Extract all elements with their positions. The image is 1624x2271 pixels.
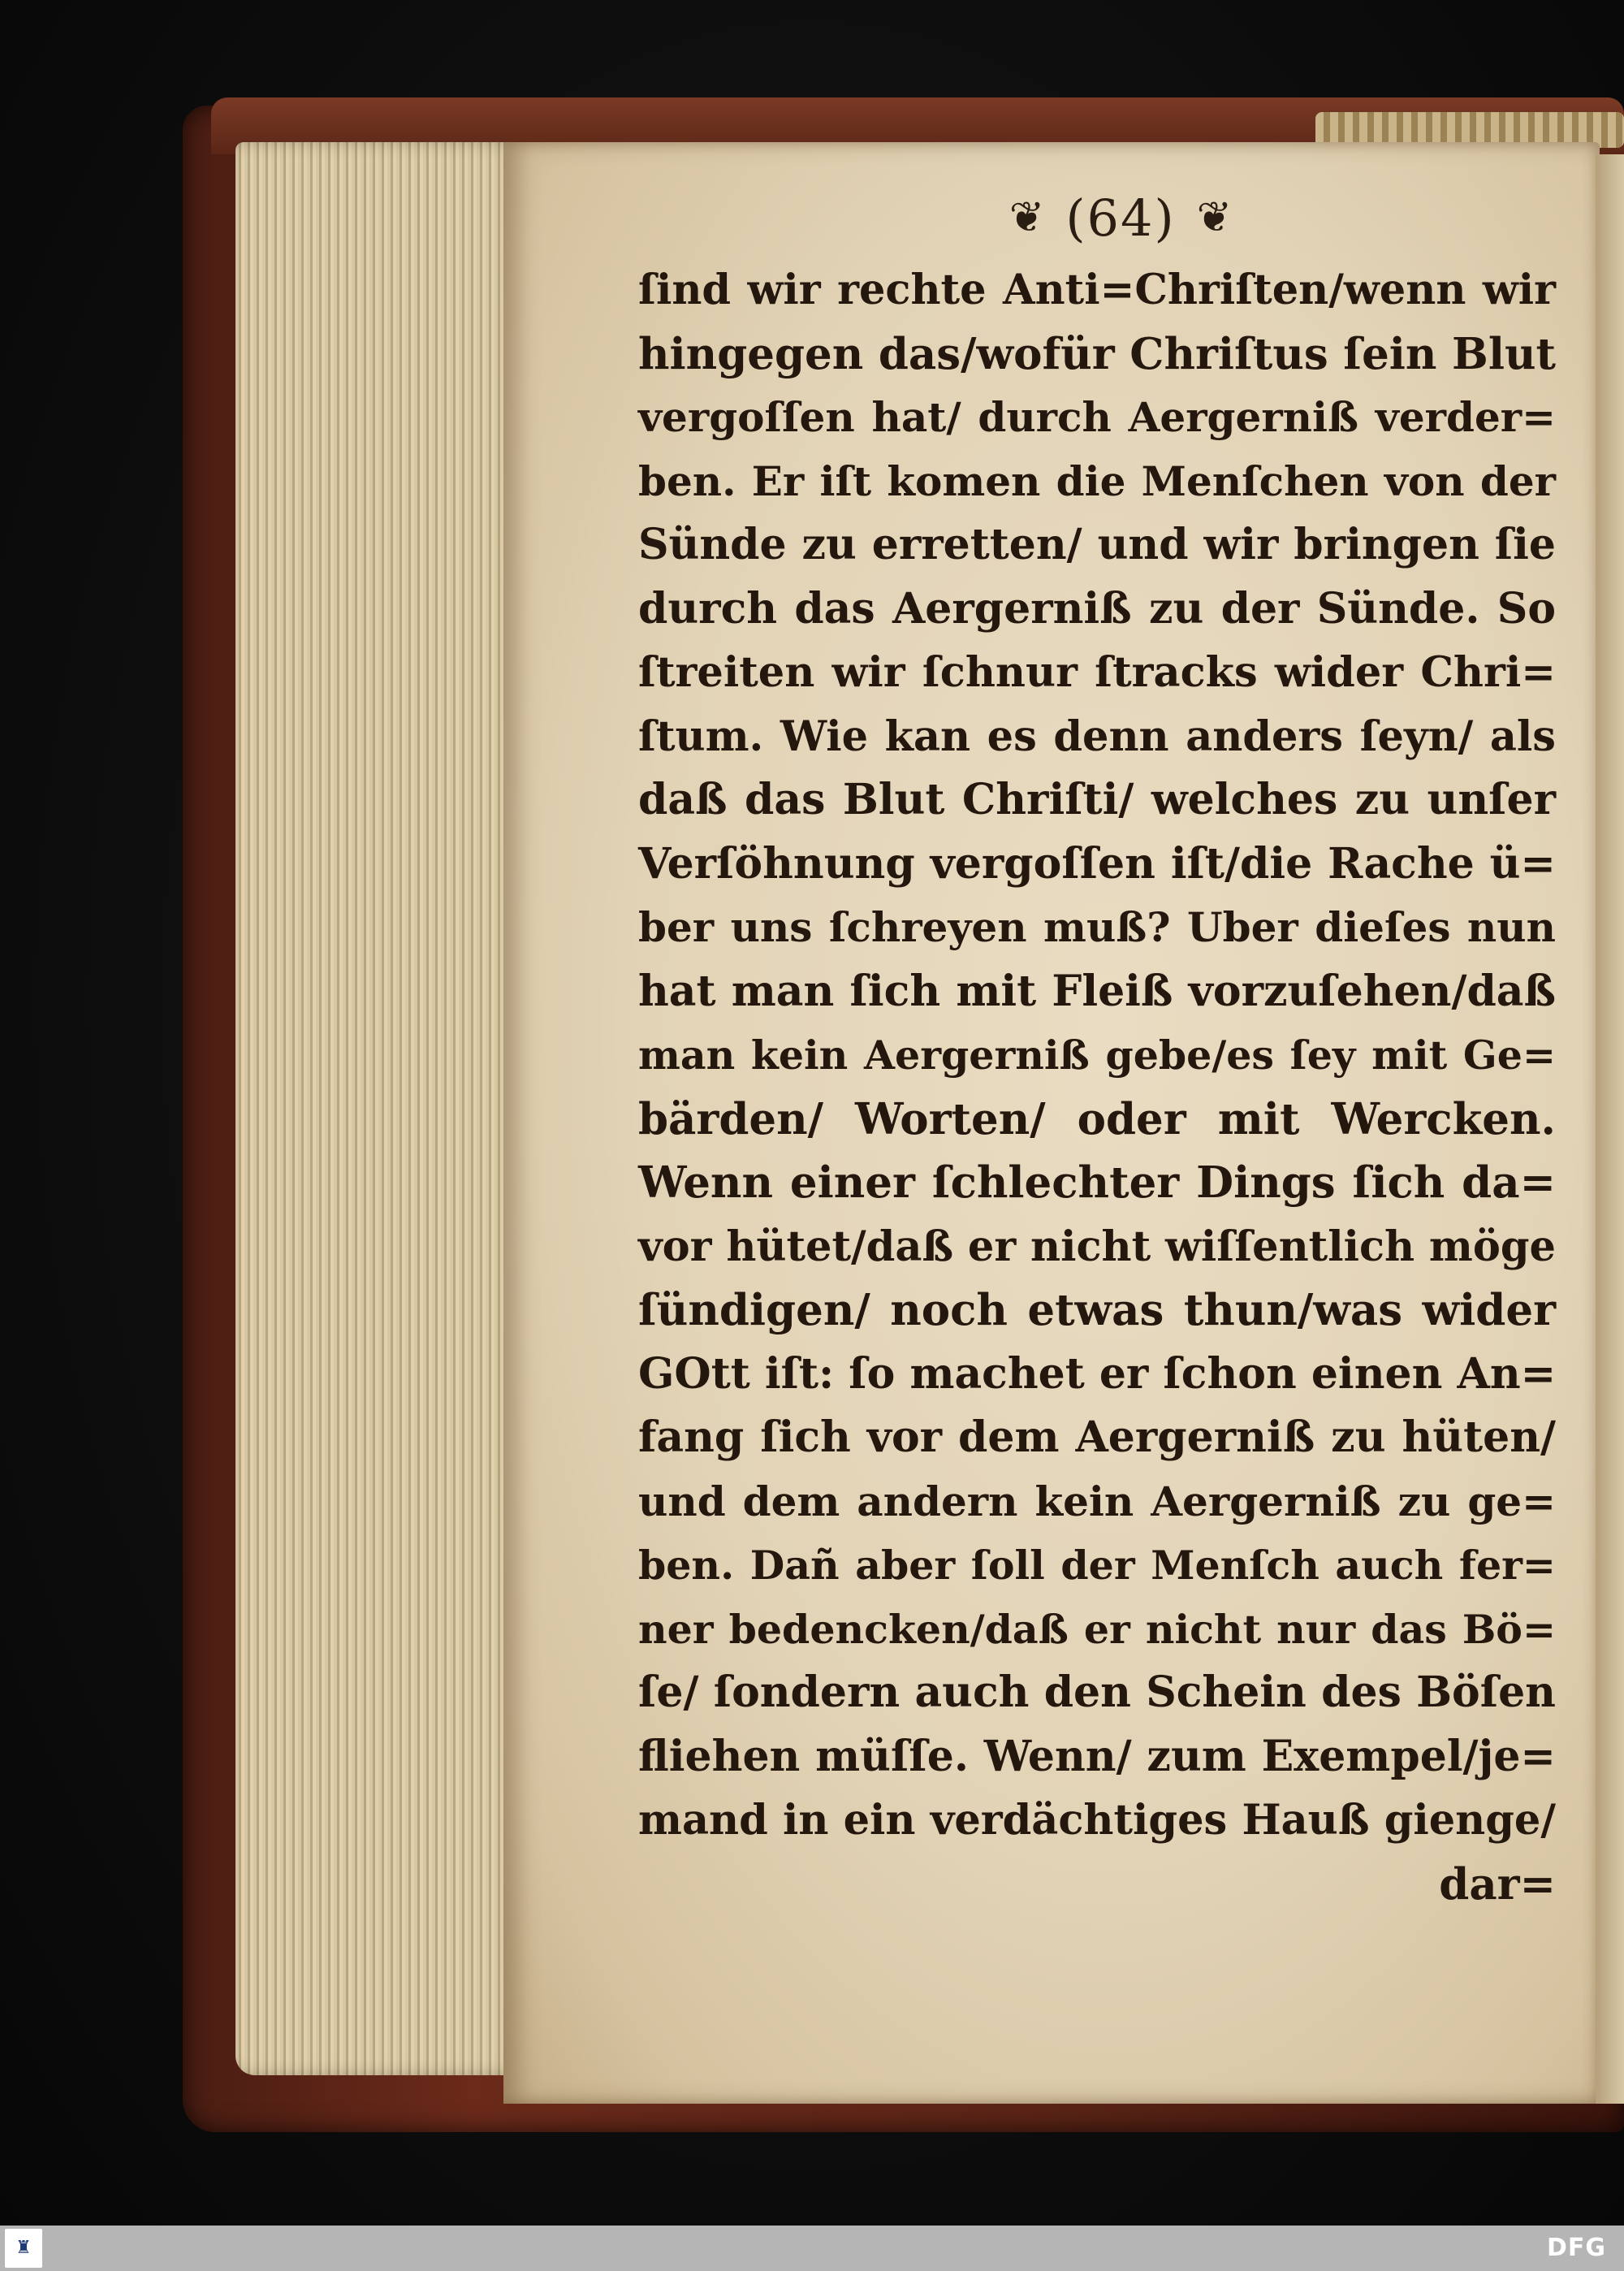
library-logo-icon[interactable] (5, 2229, 42, 2268)
text-line: ben. Dañ aber ſoll der Menſch auch fer= (638, 1542, 1556, 1589)
text-line: ſündigen/ noch etwas thun/was wider (638, 1285, 1556, 1335)
library-crest-icon: ♜ (15, 2238, 32, 2258)
text-line: ſind wir rechte Anti=Chriſten/wenn wir (638, 266, 1556, 314)
text-line: durch das Aergerniß zu der Sünde. So (638, 583, 1556, 634)
catchword: dar= (1439, 1858, 1556, 1910)
text-line: vergoſſen hat/ durch Aergerniß verder= (638, 393, 1556, 441)
text-line: hingegen das/wofür Chriſtus ſein Blut (638, 328, 1556, 379)
text-line: Sünde zu erretten/ und wir bringen ſie (638, 520, 1556, 569)
text-line: und dem andern kein Aergerniß zu ge= (638, 1477, 1556, 1525)
page-gutter (1596, 154, 1624, 2104)
text-line: vor hütet/daß er nicht wiſſentlich möge (638, 1222, 1556, 1271)
text-line: ſtreiten wir ſchnur ſtracks wider Chri= (638, 648, 1556, 697)
ornament-right-icon: ❦ (1196, 193, 1233, 242)
text-line: ſe/ ſondern auch den Schein des Böſen (638, 1668, 1556, 1717)
text-line: Wenn einer ſchlechter Dings ſich da= (638, 1157, 1556, 1208)
page-header (966, 185, 1275, 250)
text-line: Verſöhnung vergoſſen iſt/die Rache ü= (638, 838, 1556, 889)
page-body-text (638, 258, 1556, 1916)
text-line: fang ſich vor dem Aergerniß zu hüten/ (638, 1412, 1556, 1462)
text-line: bärden/ Worten/ oder mit Wercken. (638, 1093, 1556, 1144)
text-line: man kein Aergerniß gebe/es ſey mit Ge= (638, 1032, 1556, 1079)
page-number: (64) (1065, 188, 1176, 248)
page-edges (235, 142, 520, 2075)
text-line: ber uns ſchreyen muß? Uber dieſes nun (638, 903, 1556, 951)
dfg-logo[interactable]: DFG (1546, 2234, 1606, 2262)
text-line: hat man ſich mit Fleiß vorzuſehen/daß (638, 966, 1556, 1016)
text-line: GOtt iſt: ſo machet er ſchon einen An= (638, 1348, 1557, 1399)
text-line: mand in ein verdächtiges Hauß gienge/ (638, 1796, 1556, 1845)
text-line: fliehen müſſe. Wenn/ zum Exempel/je= (638, 1731, 1556, 1781)
text-line: daß das Blut Chriſti/ welches zu unſer (638, 775, 1556, 824)
text-line: ben. Er iſt komen die Menſchen von der (638, 456, 1556, 505)
text-line: ner bedencken/daß er nicht nur das Bö= (638, 1605, 1556, 1653)
text-line: ſtum. Wie kan es denn anders ſeyn/ als (638, 712, 1556, 761)
ornament-left-icon: ❦ (1009, 193, 1045, 242)
viewer-footer-bar (0, 2226, 1624, 2271)
